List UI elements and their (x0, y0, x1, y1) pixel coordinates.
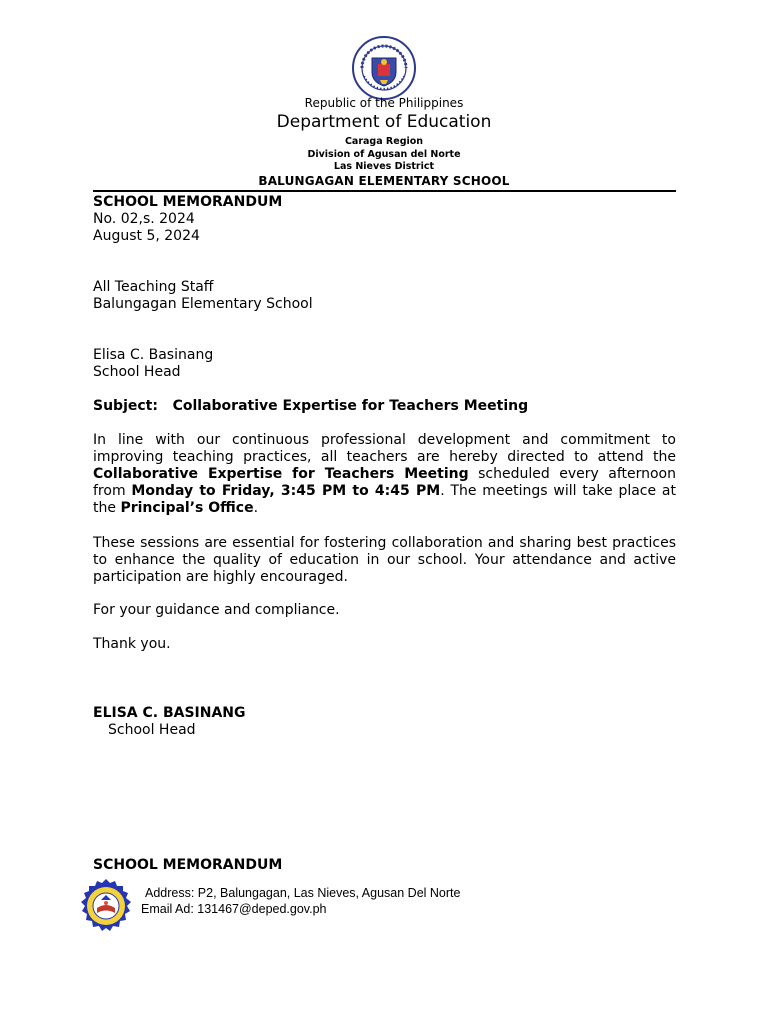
signatory-position: School Head (108, 722, 196, 738)
meeting-venue: Principal’s Office (120, 500, 254, 516)
header-divider (93, 190, 676, 192)
footer-email: Email Ad: 131467@deped.gov.ph (141, 902, 327, 916)
footer-memo-title: SCHOOL MEMORANDUM (93, 857, 283, 873)
subject-label: Subject: (93, 398, 158, 414)
memo-number: No. 02,s. 2024 (93, 211, 195, 227)
subject-line (93, 398, 528, 414)
recipient-line-1: All Teaching Staff (93, 279, 214, 295)
school-name: BALUNGAGAN ELEMENTARY SCHOOL (258, 174, 510, 188)
meeting-days: Monday to Friday (131, 483, 270, 499)
p1-period: . (253, 500, 259, 516)
school-logo (75, 878, 137, 940)
p1-text: In line with our continuous professional development and commitment to improving teaching practices, all teachers are hereby directed to attend the (93, 432, 676, 465)
sender-position: School Head (93, 364, 181, 380)
region-line: Caraga Region (344, 136, 424, 147)
body-paragraph-2: These sessions are essential for fostering collaboration and sharing best practices to enhance the quality of education in our school. Your attendance and active participation are highly encouraged. (93, 535, 676, 585)
meeting-time: 3:45 PM to 4:45 PM (280, 483, 441, 499)
body-paragraph-4: Thank you. (93, 636, 171, 652)
department-title: Department of Education (276, 112, 492, 132)
meeting-name: Collaborative Expertise for Teachers Meeting (93, 466, 469, 482)
body-paragraph-1 (93, 432, 676, 517)
body-paragraph-3: For your guidance and compliance. (93, 602, 340, 618)
p1-text-2: scheduled every afternoon from (93, 466, 676, 499)
p1-text-3: . The meetings will take place at the (93, 483, 677, 516)
memo-date: August 5, 2024 (93, 228, 200, 244)
district-line: Las Nieves District (333, 161, 435, 172)
recipient-line-2: Balungagan Elementary School (93, 296, 313, 312)
p1-comma: , (269, 483, 281, 499)
footer-address: Address: P2, Balungagan, Las Nieves, Agusan Del Norte (145, 886, 461, 900)
deped-seal-logo (352, 36, 416, 100)
republic-line: Republic of the Philippines (304, 96, 464, 110)
division-line: Division of Agusan del Norte (307, 149, 461, 160)
signatory-name: ELISA C. BASINANG (93, 705, 246, 721)
sender-name: Elisa C. Basinang (93, 347, 214, 363)
subject-text: Collaborative Expertise for Teachers Meeting (172, 398, 529, 414)
memo-title: SCHOOL MEMORANDUM (93, 194, 283, 210)
